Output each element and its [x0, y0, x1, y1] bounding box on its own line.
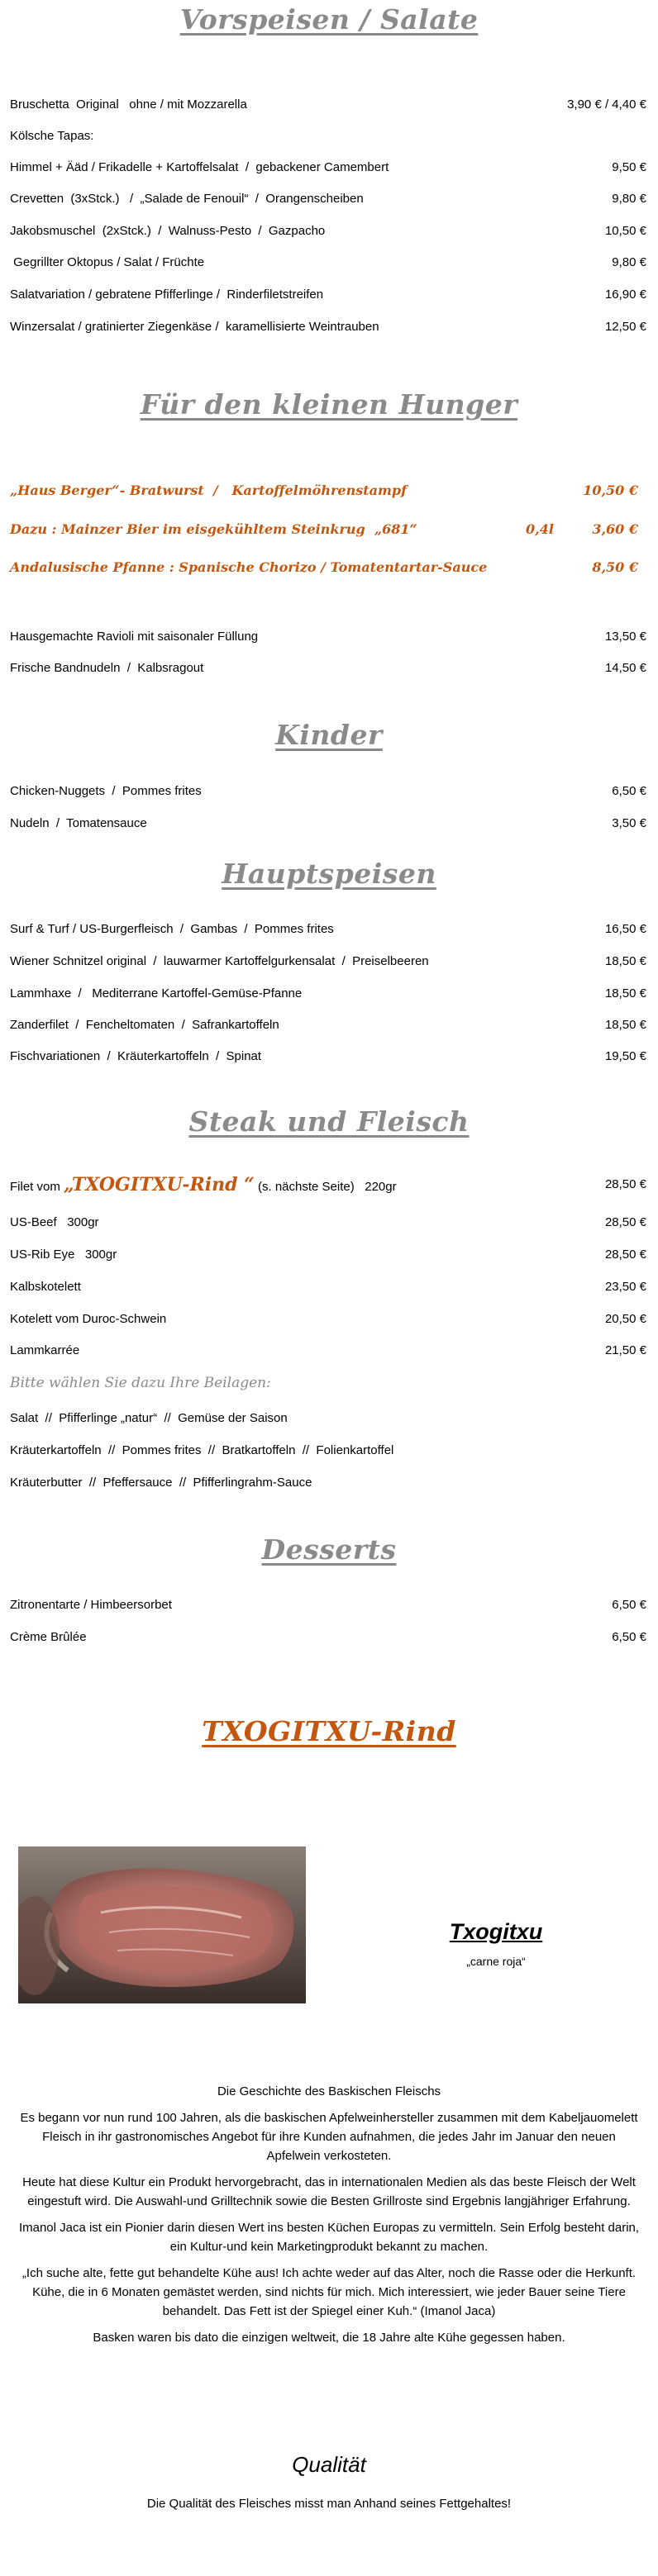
item-price: 18,50 €: [604, 986, 646, 1000]
section-title-kleiner-hunger: Für den kleinen Hunger: [140, 388, 518, 421]
item-price: 3,50 €: [612, 816, 646, 830]
item-name: Kalbskotelett: [10, 1280, 81, 1294]
menu-item: [10, 628, 646, 646]
menu-item: [10, 222, 646, 240]
menu-item: [10, 1628, 646, 1647]
filet-suffix: (s. nächste Seite) 220gr: [254, 1180, 397, 1194]
menu-item: [10, 96, 646, 114]
item-name: Chicken-Nuggets / Pommes frites: [10, 784, 202, 798]
item-name: Winzersalat / gratinierter Ziegenkäse / karamellisierte Weintrauben: [10, 320, 379, 334]
section-title-hauptspeisen: Hauptspeisen: [222, 858, 436, 890]
beef-photo: [18, 1846, 306, 2003]
menu-item: [10, 782, 646, 801]
item-price: 16,90 €: [604, 288, 646, 302]
menu-item: [10, 1214, 646, 1232]
item-price: 18,50 €: [604, 954, 646, 968]
item-price: 6,50 €: [612, 784, 646, 798]
menu-item: [10, 190, 646, 208]
item-name: Kölsche Tapas:: [10, 129, 94, 143]
item-name: Surf & Turf / US-Burgerfleisch / Gambas / Pommes frites: [10, 922, 334, 936]
section-title-steak: Steak und Fleisch: [188, 1105, 470, 1138]
item-name: „Haus Berger“- Bratwurst / Kartoffelmöhrenstampf: [10, 482, 407, 498]
menu-item: [10, 1342, 646, 1360]
item-name: Wiener Schnitzel original / lauwarmer Kartoffelgurkensalat / Preiselbeeren: [10, 954, 429, 968]
menu-item: [10, 1016, 646, 1034]
item-name: Zitronentarte / Himbeersorbet: [10, 1598, 172, 1612]
item-price: 19,50 €: [604, 1049, 646, 1063]
item-price: 9,50 €: [612, 160, 646, 174]
item-name: Crevetten (3xStck.) / „Salade de Fenouil“ / Orangenscheiben: [10, 192, 364, 206]
item-price: 8,50 €: [592, 559, 638, 575]
beilagen-line: Salat // Pfifferlinge „natur“ // Gemüse der Saison: [10, 1411, 288, 1425]
quality-text: Die Qualität des Fleisches misst man Anhand seines Fettgehaltes!: [146, 2497, 512, 2511]
menu-item: [10, 318, 646, 336]
item-name: Lammkarrée: [10, 1343, 80, 1357]
quality-title: Qualität: [292, 2452, 366, 2477]
menu-item: [10, 159, 646, 177]
item-quantity: 0,4l: [526, 521, 554, 537]
txogitxu-subtitle: „carne roja“: [466, 1955, 526, 1968]
story-title: Die Geschichte des Baskischen Fleischs: [217, 2084, 441, 2098]
item-price: 23,50 €: [604, 1280, 646, 1294]
item-name: Jakobsmuschel (2xStck.) / Walnuss-Pesto / Gazpacho: [10, 224, 326, 238]
item-price: 9,80 €: [612, 255, 646, 269]
menu-item: [10, 1596, 646, 1614]
section-title-desserts: Desserts: [261, 1533, 397, 1566]
menu-item: [10, 1310, 646, 1328]
item-price: 6,50 €: [612, 1598, 646, 1612]
menu-item: [10, 659, 646, 677]
item-price: 28,50 €: [604, 1177, 646, 1191]
item-price: 3,90 € / 4,40 €: [567, 97, 646, 112]
item-name: Crème Brûlée: [10, 1630, 87, 1644]
item-name: Salatvariation / gebratene Pfifferlinge / Rinderfiletstreifen: [10, 288, 324, 302]
item-price: 28,50 €: [604, 1215, 646, 1229]
menu-item: [10, 1278, 646, 1296]
item-name: Lammhaxe / Mediterrane Kartoffel-Gemüse-Pfanne: [10, 986, 303, 1000]
item-price: 12,50 €: [604, 320, 646, 334]
beilagen-note: Bitte wählen Sie dazu Ihre Beilagen:: [10, 1375, 271, 1391]
menu-item: [10, 1048, 646, 1066]
item-name: Andalusische Pfanne : Spanische Chorizo / Tomatentartar-Sauce: [10, 559, 488, 575]
menu-item: [10, 953, 646, 971]
menu-item: [10, 985, 646, 1003]
filet-name: „TXOGITXU-Rind “: [64, 1174, 255, 1195]
item-price: 6,50 €: [612, 1630, 646, 1644]
menu-item: [10, 127, 646, 145]
item-price: 10,50 €: [604, 224, 646, 238]
story-paragraph: Basken waren bis dato die einzigen weltweit, die 18 Jahre alte Kühe gegessen haben.: [93, 2331, 565, 2345]
item-price: 20,50 €: [604, 1312, 646, 1326]
item-price: 9,80 €: [612, 192, 646, 206]
section-title-kinder: Kinder: [275, 719, 383, 751]
item-price: 10,50 €: [583, 482, 638, 498]
story-text: [0, 2108, 658, 2355]
special-item: [10, 519, 646, 540]
item-name: Nudeln / Tomatensauce: [10, 816, 147, 830]
item-name: Dazu : Mainzer Bier im eisgekühltem Steinkrug „681“: [10, 521, 417, 537]
section-title-vorspeisen: Vorspeisen / Salate: [179, 3, 479, 36]
beilagen-line: Kräuterbutter // Pfeffersauce // Pfifferlingrahm-Sauce: [10, 1476, 312, 1490]
beilagen-line: Kräuterkartoffeln // Pommes frites // Bratkartoffeln // Folienkartoffel: [10, 1443, 394, 1457]
item-name: Fischvariationen / Kräuterkartoffeln / Spinat: [10, 1049, 262, 1063]
story-paragraph: „Ich suche alte, fette gut behandelte Kühe aus! Ich achte weder auf das Alter, noch die Rasse oder die Herkunft. Kühe, die in 6 Monaten gemästet werden, sind nichts für mich. Mich interessiert, wie jeder Bauer seine Tiere behandelt. Das Fett ist der Spiegel einer Kuh.“ (Imanol Jaca): [21, 2266, 637, 2318]
item-name: Gegrillter Oktopus / Salat / Früchte: [10, 255, 205, 269]
item-name: Hausgemachte Ravioli mit saisonaler Füllung: [10, 630, 259, 644]
item-name: Zanderfilet / Fencheltomaten / Safrankartoffeln: [10, 1018, 279, 1032]
item-name: Bruschetta Original ohne / mit Mozzarella: [10, 97, 247, 112]
menu-item: [10, 815, 646, 833]
special-item: [10, 480, 646, 501]
item-name: Himmel + Ääd / Frikadelle + Kartoffelsalat / gebackener Camembert: [10, 160, 389, 174]
item-name: US-Rib Eye 300gr: [10, 1248, 117, 1262]
item-price: 18,50 €: [604, 1018, 646, 1032]
menu-item: [10, 254, 646, 272]
filet-prefix: Filet vom: [10, 1180, 64, 1194]
story-paragraph: Es begann vor nun rund 100 Jahren, als die baskischen Apfelweinhersteller zusammen mit dem Kabeljauomelett Fleisch in ihr gastronomisches Angebot für ihre Kunden aufnahmen, die jedes Jahr im Januar den neuen Apfelwein verkosteten.: [20, 2111, 638, 2163]
item-name: US-Beef 300gr: [10, 1215, 99, 1229]
item-price: 16,50 €: [604, 922, 646, 936]
menu-item-filet: [10, 1172, 646, 1197]
menu-item: [10, 1246, 646, 1264]
special-item: [10, 557, 646, 578]
menu-item: [10, 286, 646, 304]
menu-item: [10, 920, 646, 939]
item-price: 28,50 €: [604, 1248, 646, 1262]
item-price: 14,50 €: [604, 661, 646, 675]
story-paragraph: Heute hat diese Kultur ein Produkt hervorgebracht, das in internationalen Medien als das beste Fleisch der Welt eingestuft wird. Die Auswahl-und Grilltechnik sowie die Besten Grillroste sind Ergebnis langjähriger Erfahrung.: [22, 2175, 636, 2208]
item-price: 21,50 €: [604, 1343, 646, 1357]
item-price: 13,50 €: [604, 630, 646, 644]
item-name: Kotelett vom Duroc-Schwein: [10, 1312, 167, 1326]
item-name: Frische Bandnudeln / Kalbsragout: [10, 661, 204, 675]
item-price: 3,60 €: [592, 521, 638, 537]
section-title-txogitxu: TXOGITXU-Rind: [202, 1715, 456, 1747]
txogitxu-title: Txogitxu: [449, 1919, 543, 1944]
story-paragraph: Imanol Jaca ist ein Pionier darin diesen Wert ins besten Küchen Europas zu vermitteln. Sein Erfolg besteht darin, ein Kultur-und kein Marketingprodukt bekannt zu machen.: [18, 2221, 640, 2254]
